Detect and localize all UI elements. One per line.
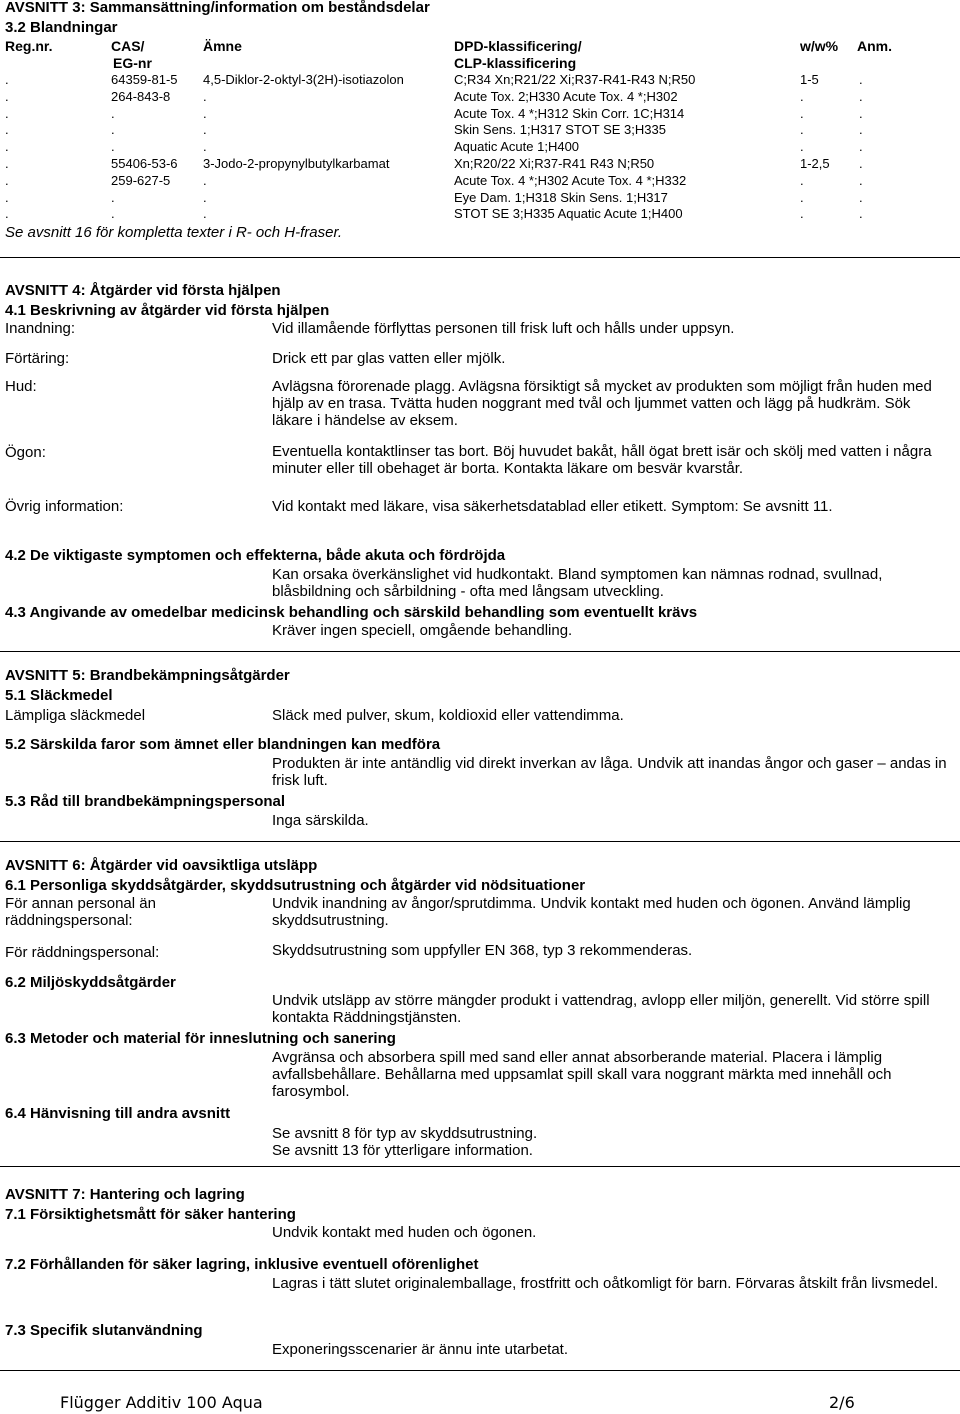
cell-classification: Acute Tox. 4 *;H302 Acute Tox. 4 *;H332 [454,172,687,188]
cell-regnr: . [5,172,9,188]
col-header-regnr: Reg.nr. [5,38,53,54]
cell-classification: Skin Sens. 1;H317 STOT SE 3;H335 [454,122,666,138]
section-7-1-text: Undvik kontakt med huden och ögonen. [272,1224,537,1241]
cell-cas-eg: 64359-81-5 [111,72,178,87]
section-6-4-heading: 6.4 Hänvisning till andra avsnitt [5,1105,231,1122]
cell-substance: . [203,105,207,121]
inhalation-label: Inandning: [5,320,76,337]
cell-classification: C;R34 Xn;R21/22 Xi;R37-R41-R43 N;R50 [454,72,696,87]
section-4-2-text: Kan orsaka överkänslighet vid hudkontakt. Bland symptomen kan nämnas rodnad, svullnad, blåsbildning och sårbildning - ofta med långsam utveckling. [272,566,883,600]
section-7-2-heading: 7.2 Förhållanden för säker lagring, inklusive eventuell oförenlighet [5,1256,479,1273]
cell-ww: . [800,189,804,205]
cell-substance: . [203,88,207,104]
non-emergency-text: Undvik inandning av ångor/sprutdimma. Undvik kontakt med huden och ögonen. Använd lämplig skyddsutrustning. [272,895,911,929]
emergency-responders-text: Skyddsutrustning som uppfyller EN 368, typ 3 rekommenderas. [272,942,693,959]
cell-regnr: . [5,206,9,222]
cell-cas-eg: . [111,139,115,155]
skin-text: Avlägsna förorenade plagg. Avlägsna försiktigt så mycket av produkten som möjligt från huden med hjälp av en trasa. Tvätta huden noggrant med tvål och ljummet vatten och lägg på hudkräm. Sök läkare i händelse av eksem. [272,378,932,429]
extinguishing-text: Släck med pulver, skum, koldioxid eller vattendimma. [272,707,624,724]
other-info-text: Vid kontakt med läkare, visa säkerhetsdatablad eller etikett. Symptom: Se avsnitt 11. [272,498,833,515]
section-7-1-heading: 7.1 Försiktighetsmått för säker hantering [5,1206,296,1223]
col-header-cas: CAS/ [111,38,145,54]
col-header-ww: w/w% [800,38,839,54]
section-4-3-heading: 4.3 Angivande av omedelbar medicinsk behandling och särskild behandling som eventuellt krävs [5,604,698,621]
cell-ww: . [800,139,804,155]
cell-note: . [859,139,863,155]
cell-regnr: . [5,139,9,155]
section-divider [0,841,960,842]
section-4-3-text: Kräver ingen speciell, omgående behandling. [272,622,573,639]
cell-note: . [859,156,863,171]
section-5-2-text: Produkten är inte antändlig vid direkt inverkan av låga. Undvik att inandas ångor och gaser – andas in frisk luft. [272,755,947,789]
cell-note: . [859,122,863,138]
r-h-phrase-note: Se avsnitt 16 för kompletta texter i R- och H-fraser. [5,224,343,241]
section-divider [0,651,960,652]
section-6-4-text-1: Se avsnitt 8 för typ av skyddsutrustning. [272,1125,538,1142]
cell-cas-eg: 55406-53-6 [111,156,178,171]
cell-cas-eg: . [111,105,115,121]
section-6-4-text-2: Se avsnitt 13 för ytterligare information. [272,1142,533,1159]
section-7-title: AVSNITT 7: Hantering och lagring [5,1186,245,1203]
cell-note: . [859,189,863,205]
cell-note: . [859,172,863,188]
section-divider [0,1166,960,1167]
cell-regnr: . [5,189,9,205]
cell-note: . [859,88,863,104]
section-6-3-text: Avgränsa och absorbera spill med sand eller annat absorberande material. Placera i lämplig avfallsbehållare. Behållarna med uppsamlat spill skall vara noggrant märkta med innehåll och farosymbol. [272,1049,892,1100]
section-6-2-text: Undvik utsläpp av större mängder produkt i vattendrag, avlopp eller miljön, generellt. Vid större spill kontakta Räddningstjänsten. [272,992,930,1026]
non-emergency-label: För annan personal än räddningspersonal: [5,895,156,929]
section-6-1-heading: 6.1 Personliga skyddsåtgärder, skyddsutrustning och åtgärder vid nödsituationer [5,877,586,894]
section-5-3-text: Inga särskilda. [272,812,369,829]
cell-substance: . [203,172,207,188]
section-3-title: AVSNITT 3: Sammansättning/information om beståndsdelar [5,0,430,16]
section-divider [0,257,960,258]
section-4-2-heading: 4.2 De viktigaste symptomen och effekterna, både akuta och fördröjda [5,547,506,564]
cell-cas-eg: . [111,189,115,205]
section-divider [0,1370,960,1371]
inhalation-text: Vid illamående förflyttas personen till frisk luft och hålls under uppsyn. [272,320,735,337]
cell-classification: Eye Dam. 1;H318 Skin Sens. 1;H317 [454,189,668,205]
section-6-3-heading: 6.3 Metoder och material för inneslutning och sanering [5,1030,396,1047]
cell-substance: 4,5-Diklor-2-oktyl-3(2H)-isotiazolon [203,72,404,87]
cell-regnr: . [5,88,9,104]
cell-note: . [859,206,863,222]
cell-regnr: . [5,156,9,171]
cell-substance: 3-Jodo-2-propynylbutylkarbamat [203,156,390,171]
section-5-2-heading: 5.2 Särskilda faror som ämnet eller blandningen kan medföra [5,736,441,753]
cell-ww: 1-5 [800,72,819,87]
cell-classification: Acute Tox. 4 *;H312 Skin Corr. 1C;H314 [454,105,685,121]
cell-ww: . [800,206,804,222]
cell-note: . [859,72,863,87]
section-5-title: AVSNITT 5: Brandbekämpningsåtgärder [5,667,290,684]
eyes-label: Ögon: [5,444,46,461]
other-info-label: Övrig information: [5,498,124,515]
cell-cas-eg: 259-627-5 [111,172,171,188]
cell-ww: . [800,105,804,121]
cell-substance: . [203,206,207,222]
cell-classification: STOT SE 3;H335 Aquatic Acute 1;H400 [454,206,683,222]
eyes-text: Eventuella kontaktlinser tas bort. Böj huvudet bakåt, håll ögat brett isär och skölj med vatten i några minuter eller till obehaget är borta. Kontakta läkare om besvär kvarstår. [272,443,932,477]
col-header-dpd: DPD-klassificering/ [454,38,582,54]
col-header-clp: CLP-klassificering [454,55,577,71]
cell-substance: . [203,122,207,138]
cell-classification: Aquatic Acute 1;H400 [454,139,580,155]
cell-substance: . [203,189,207,205]
footer-product-name: Flügger Additiv 100 Aqua [60,1393,263,1412]
col-header-amne: Ämne [203,38,242,54]
extinguishing-label: Lämpliga släckmedel [5,707,146,724]
section-5-1-heading: 5.1 Släckmedel [5,687,113,704]
cell-cas-eg: . [111,122,115,138]
cell-regnr: . [5,105,9,121]
emergency-responders-label: För räddningspersonal: [5,944,160,961]
cell-regnr: . [5,72,9,87]
section-4-title: AVSNITT 4: Åtgärder vid första hjälpen [5,282,281,299]
section-5-3-heading: 5.3 Råd till brandbekämpningspersonal [5,793,286,810]
section-7-2-text: Lagras i tätt slutet originalemballage, frostfritt och oåtkomligt för barn. Förvaras åtskilt från livsmedel. [272,1275,939,1292]
ingestion-text: Drick ett par glas vatten eller mjölk. [272,350,506,367]
section-6-2-heading: 6.2 Miljöskyddsåtgärder [5,974,176,991]
section-7-3-heading: 7.3 Specifik slutanvändning [5,1322,203,1339]
ingestion-label: Förtäring: [5,350,70,367]
footer-page-number: 2/6 [829,1393,855,1412]
cell-ww: . [800,122,804,138]
col-header-eg: EG-nr [113,55,152,71]
col-header-anm: Anm. [857,38,892,54]
section-7-3-text: Exponeringsscenarier är ännu inte utarbetat. [272,1341,569,1358]
cell-classification: Xn;R20/22 Xi;R37-R41 R43 N;R50 [454,156,655,171]
cell-classification: Acute Tox. 2;H330 Acute Tox. 4 *;H302 [454,88,678,104]
cell-ww: . [800,172,804,188]
section-4-1-heading: 4.1 Beskrivning av åtgärder vid första hjälpen [5,302,330,319]
cell-note: . [859,105,863,121]
skin-label: Hud: [5,378,37,395]
cell-ww: 1-2,5 [800,156,830,171]
cell-cas-eg: . [111,206,115,222]
cell-cas-eg: 264-843-8 [111,88,171,104]
cell-substance: . [203,139,207,155]
section-3-2-heading: 3.2 Blandningar [5,19,118,36]
cell-regnr: . [5,122,9,138]
cell-ww: . [800,88,804,104]
section-6-title: AVSNITT 6: Åtgärder vid oavsiktliga utsläpp [5,857,318,874]
